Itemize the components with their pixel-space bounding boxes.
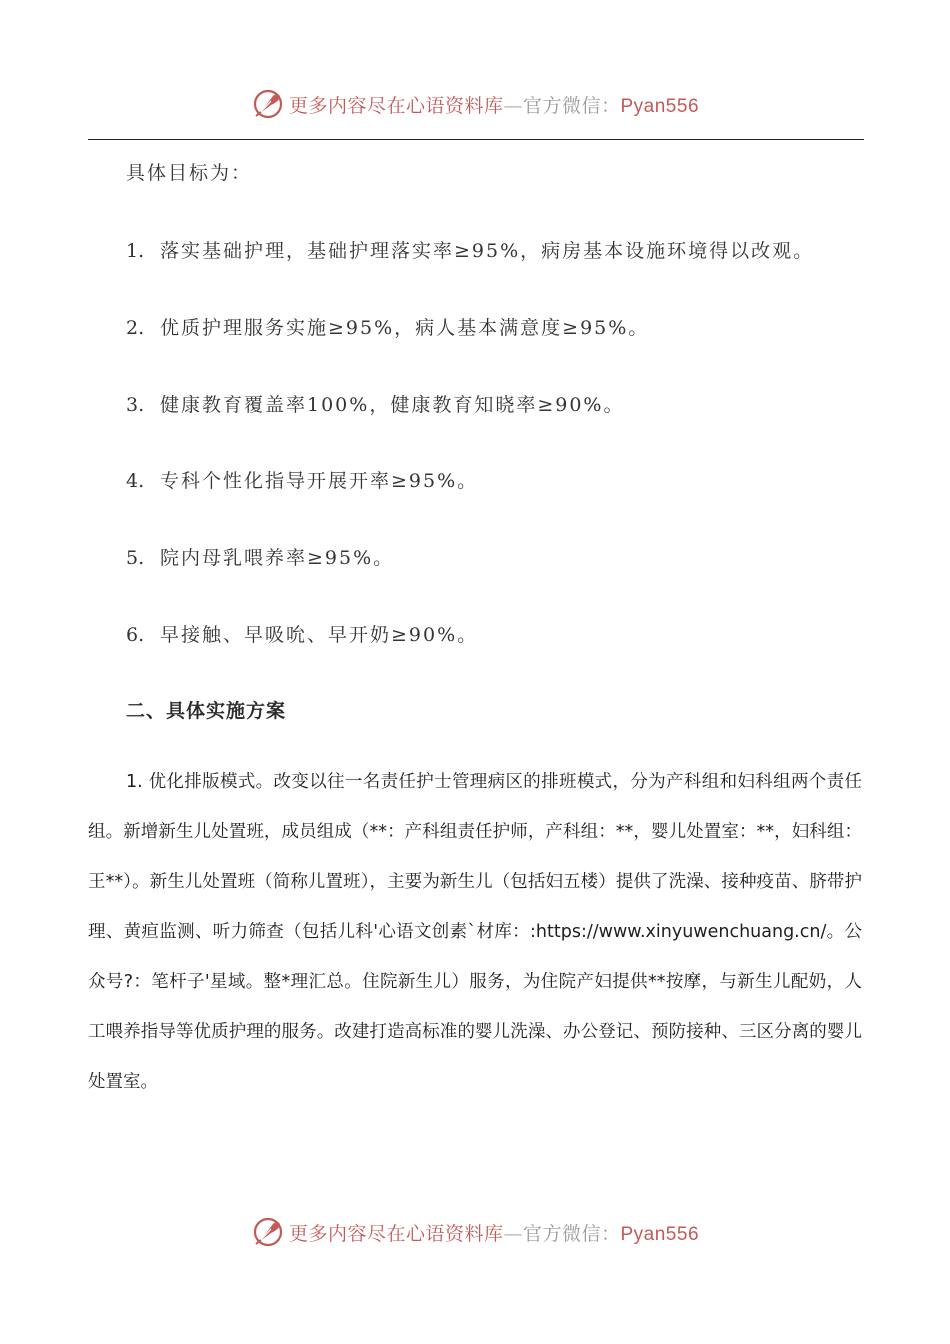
goal-item xyxy=(126,543,394,570)
goal-number: 2. xyxy=(126,317,145,339)
goal-item xyxy=(126,466,478,493)
goal-text: 院内母乳喂养率≥95%。 xyxy=(160,547,395,569)
goal-text: 健康教育覆盖率100%，健康教育知晓率≥90%。 xyxy=(160,394,625,416)
header-banner-content xyxy=(251,87,699,121)
footer-banner-content xyxy=(251,1215,699,1249)
goal-text: 优质护理服务实施≥95%，病人基本满意度≥95%。 xyxy=(160,317,650,339)
footer-banner-contact-label: 官方微信： xyxy=(522,1222,621,1245)
goal-number: 3. xyxy=(126,394,145,416)
goal-item xyxy=(126,313,649,340)
quill-logo-icon xyxy=(251,1215,285,1249)
header-banner xyxy=(0,84,950,124)
section-title: 二、具体实施方案 xyxy=(126,700,287,722)
body-paragraph: 1. 优化排版模式。改变以往一名责任护士管理病区的排班模式，分为产科组和妇科组两个责任组。新增新生儿处置班，成员组成（**：产科组责任护师，产科组：**，婴儿处置室：**，妇科组：王**）。新生儿处置班（简称儿置班），主要为新生儿（包括妇五楼）提供了洗澡、接种疫苗、脐带护理、黄疸监测、听力筛查（包括儿科'心语文创素`材库：:https://www.xinyuwenchuang.cn/。公众号?：笔杆子'星域。整*理汇总。住院新生儿）服务，为住院产妇提供**按摩，与新生儿配奶，人工喂养指导等优质护理的服务。改建打造高标准的婴儿洗澡、办公登记、预防接种、三区分离的婴儿处置室。 xyxy=(88,772,862,1092)
footer-banner-separator: — xyxy=(503,1222,523,1245)
footer-banner-text xyxy=(289,1219,699,1246)
goal-item xyxy=(126,236,814,263)
header-banner-main-text: 更多内容尽在心语资料库 xyxy=(288,94,504,117)
goals-intro: 具体目标为： xyxy=(126,162,253,184)
footer-banner-wechat-id: Pyan556 xyxy=(620,1223,700,1245)
goal-number: 5. xyxy=(126,547,145,569)
quill-logo-icon xyxy=(251,87,285,121)
goal-text: 早接触、早吸吮、早开奶≥90%。 xyxy=(160,624,479,646)
goal-number: 1. xyxy=(126,240,145,262)
goal-item xyxy=(126,620,478,647)
header-divider xyxy=(88,139,864,140)
header-banner-wechat-id: Pyan556 xyxy=(620,95,700,117)
goal-text: 落实基础护理，基础护理落实率≥95%，病房基本设施环境得以改观。 xyxy=(160,240,815,262)
header-banner-separator: — xyxy=(503,94,523,117)
goal-item xyxy=(126,390,624,417)
goal-text: 专科个性化指导开展开率≥95%。 xyxy=(160,470,479,492)
header-banner-contact-label: 官方微信： xyxy=(522,94,621,117)
footer-banner xyxy=(0,1212,950,1252)
goal-number: 4. xyxy=(126,470,145,492)
footer-banner-main-text: 更多内容尽在心语资料库 xyxy=(288,1222,504,1245)
goal-number: 6. xyxy=(126,624,145,646)
header-banner-text xyxy=(289,91,699,118)
